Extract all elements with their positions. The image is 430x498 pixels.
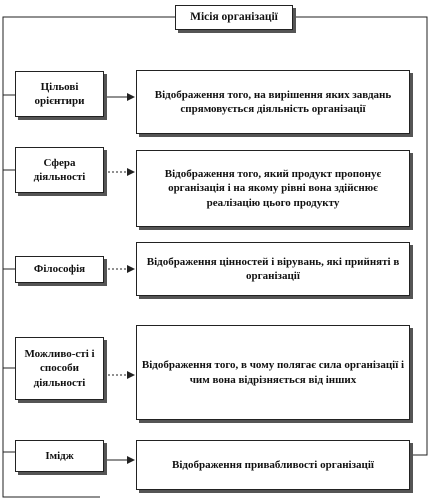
label-text: Можливо-сті і способи діяльності [24, 348, 95, 389]
description-text: Відображення цінностей і вірувань, які прийняті в організації [146, 255, 400, 282]
label-text: Цільові орієнтири [34, 80, 85, 107]
description-text: Відображення того, який продукт пропонує організація і на якому рівні вона здійснює реалізацію цього продукту [164, 168, 382, 209]
label-box-image [15, 440, 104, 472]
description-box-capabilities [136, 325, 410, 420]
label-text: Сфера діяльності [33, 156, 86, 183]
description-text: Відображення того, на вирішення яких завдань спрямовується діяльність організації [154, 88, 392, 115]
description-text: Відображення привабливості організації [172, 458, 374, 471]
label-box-philosophy [15, 256, 104, 283]
description-box-image [136, 440, 410, 490]
label-box-capabilities [15, 337, 104, 400]
description-box-philosophy [136, 242, 410, 296]
description-box-scope [136, 150, 410, 227]
mission-title-box [175, 5, 293, 30]
label-text: Імідж [45, 449, 74, 462]
label-text: Філософія [33, 263, 86, 276]
description-box-targets [136, 70, 410, 134]
label-box-targets [15, 71, 104, 117]
mission-title: Місія організації [190, 11, 278, 24]
description-text: Відображення того, в чому полягає сила організації і чим вона відрізняється від інших [141, 359, 405, 386]
label-box-scope [15, 147, 104, 193]
